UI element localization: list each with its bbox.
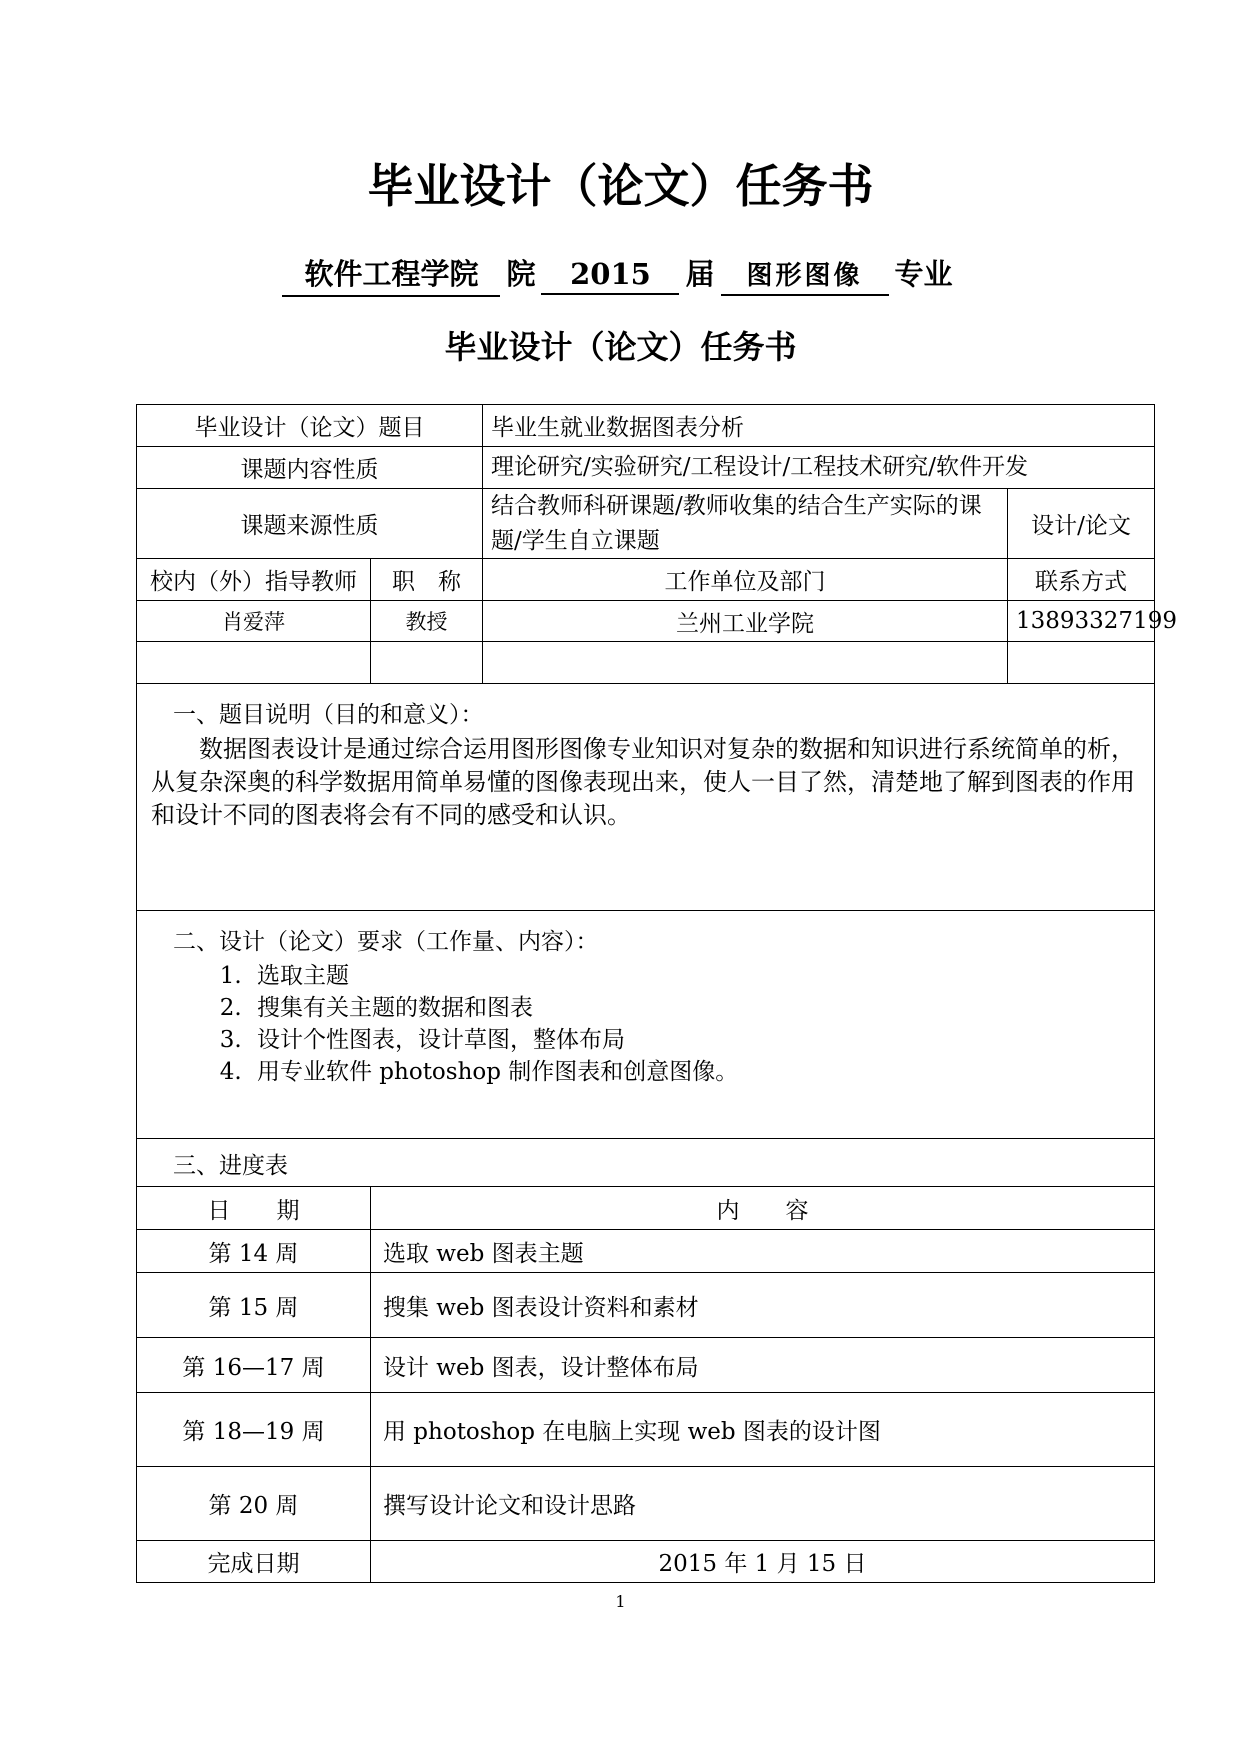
schedule-content: 设计 web 图表，设计整体布局 <box>371 1338 1155 1393</box>
source-label: 课题来源性质 <box>137 489 483 559</box>
section1-body: 数据图表设计是通过综合运用图形图像专业知识对复杂的数据和知识进行系统简单的析，从复杂深奥的科学数据用简单易懂的图像表现出来，使人一目了然，清楚地了解到图表的作用和设计不同的图表将会有不同的感受和认识。 <box>151 735 1135 829</box>
completion-row <box>137 1541 1155 1583</box>
completion-label: 完成日期 <box>137 1541 371 1583</box>
requirements-list <box>151 960 1140 1088</box>
college-name: 软件工程学院 <box>282 252 500 297</box>
completion-value: 2015 年 1 月 15 日 <box>371 1541 1155 1583</box>
college-suffix: 院 <box>506 257 536 291</box>
year-suffix: 届 <box>685 257 715 291</box>
advisor-col-title: 职 称 <box>371 559 483 601</box>
advisor-name-empty <box>137 642 371 684</box>
topic-row <box>137 405 1155 447</box>
schedule-col-date: 日 期 <box>137 1187 371 1230</box>
advisor-contact: 13893327199 <box>1008 601 1155 642</box>
header-line <box>0 252 1241 297</box>
advisor-col-contact: 联系方式 <box>1008 559 1155 601</box>
source-type: 设计/论文 <box>1008 489 1155 559</box>
nature-label: 课题内容性质 <box>137 447 483 489</box>
section3-heading-row <box>137 1139 1155 1187</box>
advisor-name: 肖爱萍 <box>137 601 371 642</box>
major-name: 图形图像 <box>721 255 889 296</box>
schedule-content: 用 photoshop 在电脑上实现 web 图表的设计图 <box>371 1393 1155 1467</box>
advisor-header-row <box>137 559 1155 601</box>
task-form-table <box>136 404 1177 1583</box>
schedule-content: 撰写设计论文和设计思路 <box>371 1467 1155 1541</box>
advisor-col-unit: 工作单位及部门 <box>483 559 1008 601</box>
advisor-title: 教授 <box>371 601 483 642</box>
source-row <box>137 489 1155 559</box>
advisor-col-name: 校内（外）指导教师 <box>137 559 371 601</box>
advisor-contact-empty <box>1008 642 1155 684</box>
document-subtitle: 毕业设计（论文）任务书 <box>444 328 797 366</box>
nature-row <box>137 447 1155 489</box>
advisor-row-empty <box>137 642 1155 684</box>
page-number: 1 <box>615 1592 626 1611</box>
schedule-date: 第 16—17 周 <box>137 1338 371 1393</box>
section3-heading: 三、进度表 <box>137 1139 1155 1187</box>
schedule-date: 第 14 周 <box>137 1230 371 1273</box>
schedule-col-content: 内 容 <box>371 1187 1155 1230</box>
section2-heading: 二、设计（论文）要求（工作量、内容）： <box>173 929 599 955</box>
schedule-content: 选取 web 图表主题 <box>371 1230 1155 1273</box>
advisor-row <box>137 601 1155 642</box>
nature-value: 理论研究/实验研究/工程设计/工程技术研究/软件开发 <box>483 447 1155 489</box>
requirement-item: 4. 用专业软件 photoshop 制作图表和创意图像。 <box>249 1056 1140 1088</box>
requirement-item: 1. 选取主题 <box>249 960 1140 992</box>
schedule-row <box>137 1338 1155 1393</box>
schedule-date: 第 20 周 <box>137 1467 371 1541</box>
advisor-unit: 兰州工业学院 <box>483 601 1008 642</box>
schedule-row <box>137 1467 1155 1541</box>
topic-label: 毕业设计（论文）题目 <box>137 405 483 447</box>
schedule-date: 第 15 周 <box>137 1273 371 1338</box>
graduation-year: 2015 <box>541 257 679 295</box>
section1-cell <box>137 684 1155 911</box>
schedule-row <box>137 1230 1155 1273</box>
requirement-item: 3. 设计个性图表，设计草图，整体布局 <box>249 1024 1140 1056</box>
topic-value: 毕业生就业数据图表分析 <box>483 405 1155 447</box>
section1-heading: 一、题目说明（目的和意义）： <box>173 702 484 728</box>
schedule-row <box>137 1273 1155 1338</box>
schedule-row <box>137 1393 1155 1467</box>
schedule-content: 搜集 web 图表设计资料和素材 <box>371 1273 1155 1338</box>
source-value: 结合教师科研课题/教师收集的结合生产实际的课题/学生自立课题 <box>483 489 1008 559</box>
schedule-date: 第 18—19 周 <box>137 1393 371 1467</box>
document-title: 毕业设计（论文）任务书 <box>367 159 874 213</box>
major-suffix: 专业 <box>894 257 953 291</box>
advisor-unit-empty <box>483 642 1008 684</box>
section2-row <box>137 911 1155 1139</box>
section1-row <box>137 684 1155 911</box>
section2-cell <box>137 911 1155 1139</box>
schedule-header-row <box>137 1187 1155 1230</box>
requirement-item: 2. 搜集有关主题的数据和图表 <box>249 992 1140 1024</box>
advisor-title-empty <box>371 642 483 684</box>
